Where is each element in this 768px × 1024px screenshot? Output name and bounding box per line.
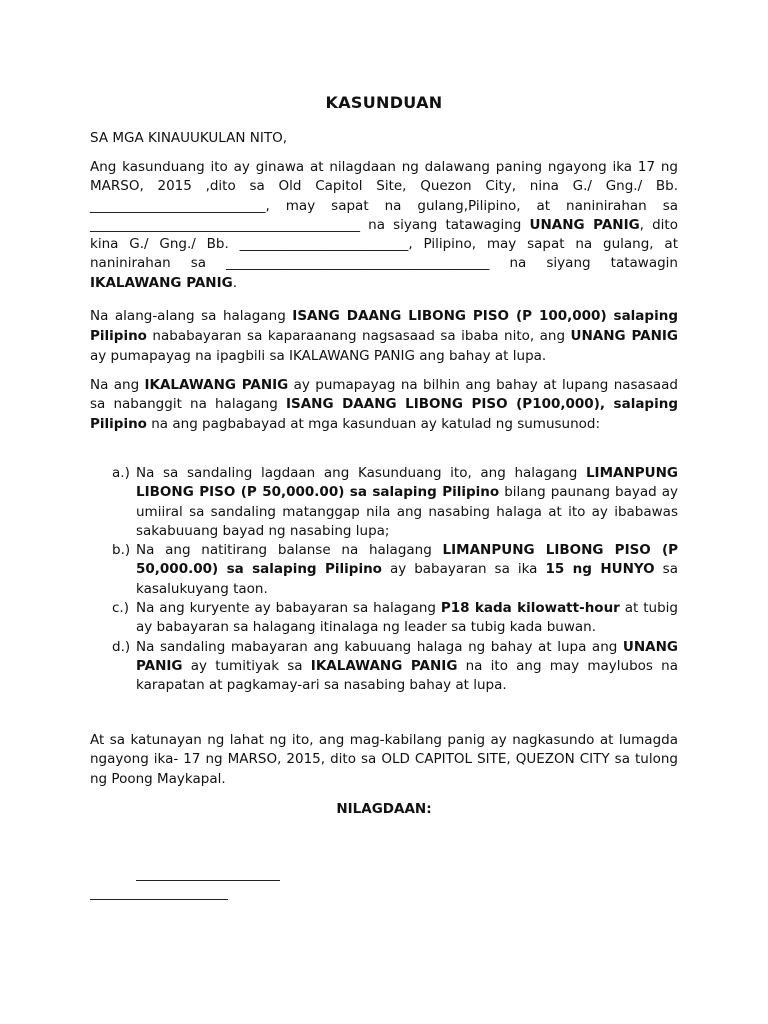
- bold-term: IKALAWANG PANIG: [144, 377, 289, 393]
- bold-term: UNANG PANIG: [529, 216, 640, 233]
- list-item: [112, 541, 678, 599]
- bold-term: ISANG DAANG LIBONG PISO (P 100,000) salaping Pilipino: [90, 308, 678, 344]
- text-run: na ang pagbabayad at mga kasunduan ay katulad ng sumusunod:: [146, 415, 601, 432]
- bold-term: P18 kada kilowatt-hour: [440, 600, 620, 617]
- bold-term: ISANG DAANG LIBONG PISO (P100,000), salaping Pilipino: [90, 396, 678, 432]
- bold-term: UNANG PANIG: [136, 638, 678, 674]
- blank-line: ________________________________________: [90, 216, 360, 233]
- text-run: at tubig ay babayaran sa halagang itinalaga ng leader sa tubig kada buwan.: [136, 600, 679, 636]
- text-run: na siyang tatawaging: [360, 216, 530, 233]
- list-item-label: a.): [112, 465, 130, 481]
- signature-line: [90, 899, 228, 900]
- text-run: ay tumitiyak sa: [182, 657, 311, 674]
- list-item: [112, 464, 678, 541]
- text-run: Na alang-alang sa halagang: [90, 308, 293, 324]
- text-run: , may sapat na gulang,Pilipino, at naninirahan sa: [265, 197, 678, 214]
- bold-term: LIMANPUNG LIBONG PISO (P 50,000.00) sa salaping Pilipino: [136, 465, 678, 501]
- text-run: bilang paunang bayad ay umiiral sa sandaling matanggap nila ang nasabing halaga at ito ay ibabawas sakabuuang bayad ng nasabing lupa;: [136, 484, 678, 539]
- text-run: Na ang kuryente ay babayaran sa halagang: [136, 600, 441, 617]
- bold-term: IKALAWANG PANIG: [90, 274, 233, 291]
- text-run: , dito kina G./ Gng./ Bb.: [90, 216, 678, 253]
- list-item-label: d.): [112, 638, 131, 655]
- signed-heading: NILAGDAAN:: [336, 801, 432, 817]
- paragraph-consideration: [90, 306, 678, 366]
- text-run: ay pumapayag na bilhin ang bahay at lupang nasasaad sa nabanggit na halagang: [90, 377, 678, 413]
- signature-line: [136, 880, 280, 881]
- list-item-label: c.): [112, 600, 129, 617]
- text-run: Na sa sandaling lagdaan ang Kasunduang ito, ang halagang: [136, 465, 586, 481]
- salutation: SA MGA KINAUUKULAN NITO,: [90, 130, 287, 146]
- list-item-label: b.): [112, 542, 131, 559]
- document-title: KASUNDUAN: [325, 93, 443, 112]
- text-run: na ito ang may maylubos na karapatan at pagkamay-ari sa nasabing bahay at lupa.: [136, 657, 678, 694]
- list-item: [112, 638, 678, 696]
- bold-term: 15 ng HUNYO: [545, 561, 655, 578]
- bold-term: LIMANPUNG LIBONG PISO (P 50,000.00) sa salaping Pilipino: [136, 542, 679, 578]
- list-item: [112, 599, 678, 638]
- paragraph-parties: [90, 158, 678, 293]
- text-run: Na ang natitirang balanse na halagang: [136, 542, 443, 559]
- text-run: nababayaran sa kaparaanang nagsasaad sa ibaba nito, ang: [146, 328, 571, 344]
- text-run: ay babayaran sa ika: [381, 561, 546, 578]
- text-run: Na ang: [90, 377, 145, 393]
- text-run: , Pilipino, may sapat na gulang, at naninirahan sa: [90, 236, 678, 272]
- blank-line: _______________________________________: [226, 255, 490, 272]
- blank-line: __________________________: [90, 197, 266, 214]
- text-run: ay pumapayag na ipagbili sa IKALAWANG PANIG ang bahay at lupa.: [90, 348, 547, 364]
- text-run: sa kasalukuyang taon.: [136, 561, 678, 597]
- text-run: .: [232, 274, 237, 291]
- text-run: na siyang tatawagin: [489, 255, 678, 272]
- text-run: Ang kasunduang ito ay ginawa at nilagdaan ng dalawang paning ngayong ika 17 ng MARSO, 2015 ,dito sa Old Capitol Site, Quezon City, nina G./ Gng./ Bb.: [90, 159, 678, 195]
- blank-line: _________________________: [239, 236, 409, 253]
- text-run: Na sandaling mabayaran ang kabuuang halaga ng bahay at lupa ang: [136, 638, 623, 655]
- paragraph-closing: At sa katunayan ng lahat ng ito, ang mag-kabilang panig ay nagkasundo at lumagda ngayong ika- 17 ng MARSO, 2015, dito sa OLD CAPITOL SITE, QUEZON CITY sa tulong ng Poong Maykapal.: [90, 732, 678, 787]
- terms-list: [112, 464, 678, 696]
- paragraph-agreement: [90, 376, 678, 434]
- bold-term: UNANG PANIG: [570, 328, 678, 344]
- bold-term: IKALAWANG PANIG: [310, 657, 458, 674]
